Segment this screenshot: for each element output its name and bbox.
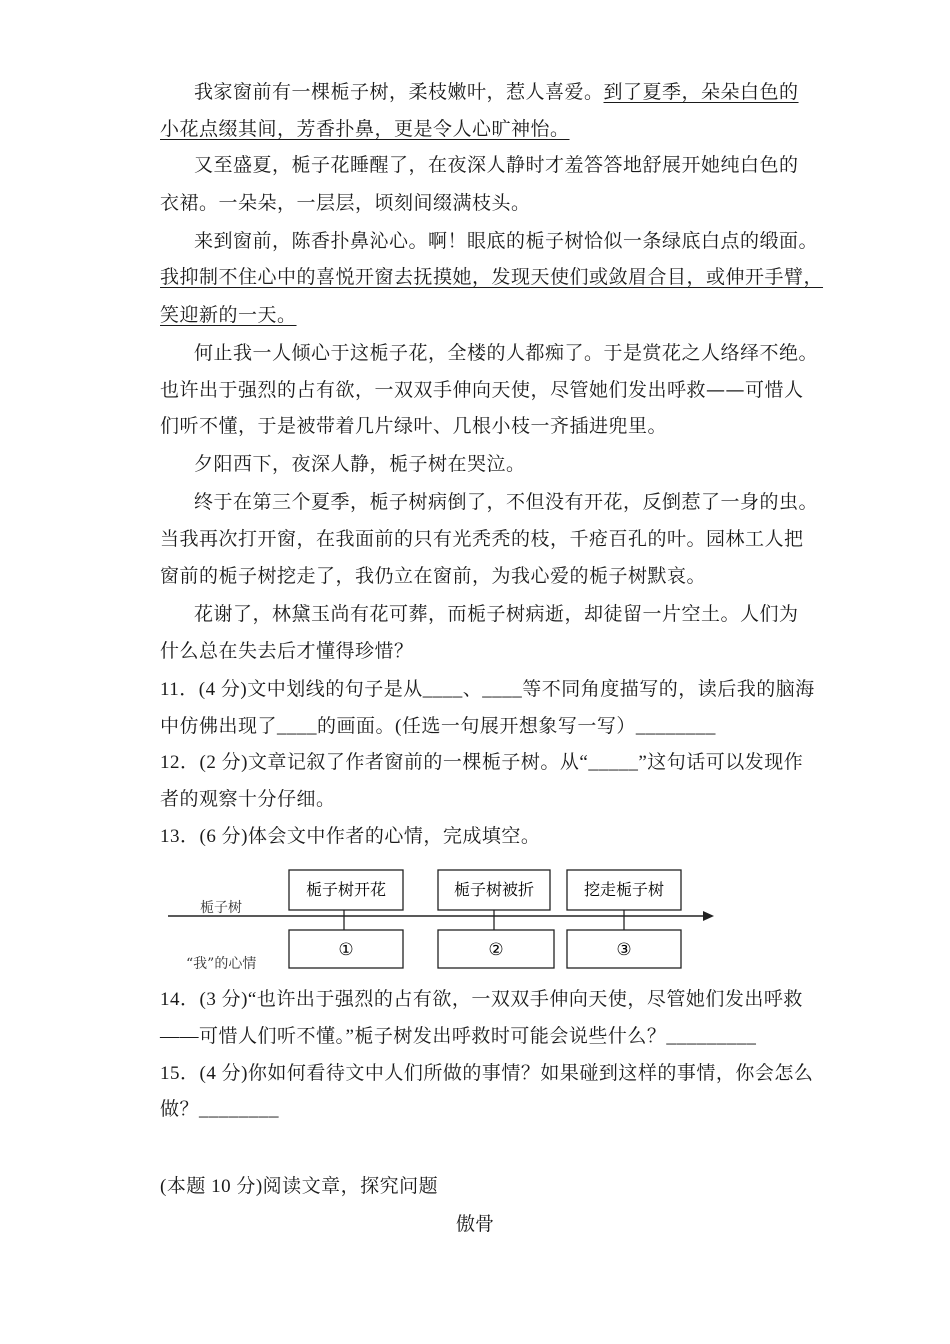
passage-text: 当我再次打开窗，在我面前的只有光秃秃的枝，千疮百孔的叶。园林工人把 xyxy=(160,528,804,550)
arrow-head-icon xyxy=(703,911,714,921)
passage-line xyxy=(160,413,667,439)
passage-line xyxy=(160,116,570,142)
question-12-line-2: 者的观察十分仔细。 xyxy=(160,789,336,810)
passage-line xyxy=(160,302,297,328)
underlined-sentence: 我抑制不住心中的喜悦开窗去抚摸她，发现天使们或敛眉合目，或伸开手臂， xyxy=(160,266,824,288)
question-15-line-1: 15．(4 分)你如何看待文中人们所做的事情？如果碰到这样的事情，你会怎么 xyxy=(160,1063,814,1084)
next-article-title: 傲骨 xyxy=(455,1213,494,1235)
underlined-sentence: 笑迎新的一天。 xyxy=(160,304,297,326)
event-3-label: 挖走栀子树 xyxy=(583,880,665,899)
passage-line xyxy=(160,638,414,664)
passage-line xyxy=(160,563,706,589)
passage-text: 来到窗前，陈香扑鼻沁心。啊！眼底的栀子树恰似一条绿底白点的缎面。 xyxy=(194,230,819,252)
passage-line xyxy=(194,79,799,105)
event-2 xyxy=(438,870,554,968)
passage-text: 我家窗前有一棵栀子树，柔枝嫩叶，惹人喜爱。 xyxy=(194,81,604,103)
event-1 xyxy=(289,870,403,968)
passage-text: 窗前的栀子树挖走了，我仍立在窗前，为我心爱的栀子树默哀。 xyxy=(160,565,707,587)
passage-text: 什么总在失去后才懂得珍惜？ xyxy=(160,640,414,662)
passage-text: 何止我一人倾心于这栀子花，全楼的人都痴了。于是赏花之人络绎不绝。 xyxy=(194,342,819,364)
mood-timeline-diagram xyxy=(0,860,950,980)
passage-line xyxy=(194,601,799,627)
blank-3-marker: ③ xyxy=(616,940,632,960)
passage-line xyxy=(194,489,818,515)
passage-text: 夕阳西下，夜深人静，栀子树在哭泣。 xyxy=(194,453,526,475)
question-11-line-1: 11．(4 分)文中划线的句子是从____、____等不同角度描写的，读后我的脑海 xyxy=(160,679,815,700)
passage-text: 也许出于强烈的占有欲，一双双手伸向天使，尽管她们发出呼救——可惜人 xyxy=(160,379,804,401)
question-12-line-1: 12．(2 分)文章记叙了作者窗前的一棵栀子树。从“_____”这句话可以发现作 xyxy=(160,752,804,773)
event-2-label: 栀子树被折 xyxy=(453,880,535,899)
blank-1-marker: ① xyxy=(338,940,354,960)
passage-text: 又至盛夏，栀子花睡醒了，在夜深人静时才羞答答地舒展开她纯白色的 xyxy=(194,154,799,176)
passage-line xyxy=(160,264,823,290)
passage-line xyxy=(160,526,804,552)
axis-label: 栀子树 xyxy=(200,900,242,916)
question-14-line-1: 14．(3 分)“也许出于强烈的占有欲，一双双手伸向天使，尽管她们发出呼救 xyxy=(160,989,803,1010)
passage-line xyxy=(160,377,804,403)
question-11-line-2: 中仿佛出现了____的画面。(任选一句展开想象写一写）________ xyxy=(160,716,716,737)
underlined-sentence: 小花点缀其间，芳香扑鼻，更是令人心旷神怡。 xyxy=(160,118,570,140)
passage-text: 终于在第三个夏季，栀子树病倒了，不但没有开花，反倒惹了一身的虫。 xyxy=(194,491,819,513)
passage-text: 花谢了，林黛玉尚有花可葬，而栀子树病逝，却徒留一片空土。人们为 xyxy=(194,603,799,625)
question-14-line-2: ——可惜人们听不懂。”栀子树发出呼救时可能会说些什么？_________ xyxy=(160,1026,757,1047)
question-15-line-2: 做？________ xyxy=(160,1099,280,1120)
mood-label: “我”的心情 xyxy=(186,956,257,972)
passage-text: 衣裙。一朵朵，一层层，顷刻间缀满枝头。 xyxy=(160,192,531,214)
event-1-label: 栀子树开花 xyxy=(305,880,387,899)
passage-line xyxy=(194,451,526,477)
passage-line xyxy=(194,228,818,254)
question-13: 13．(6 分)体会文中作者的心情，完成填空。 xyxy=(160,826,541,847)
section-intro: (本题 10 分)阅读文章，探究问题 xyxy=(160,1176,439,1197)
passage-line xyxy=(194,340,818,366)
passage-line xyxy=(160,190,531,216)
passage-line xyxy=(194,152,799,178)
event-3 xyxy=(567,870,681,968)
underlined-sentence: 到了夏季，朵朵白色的 xyxy=(603,81,799,103)
passage-text: 们听不懂，于是被带着几片绿叶、几根小枝一齐插进兜里。 xyxy=(160,415,668,437)
blank-2-marker: ② xyxy=(488,940,504,960)
